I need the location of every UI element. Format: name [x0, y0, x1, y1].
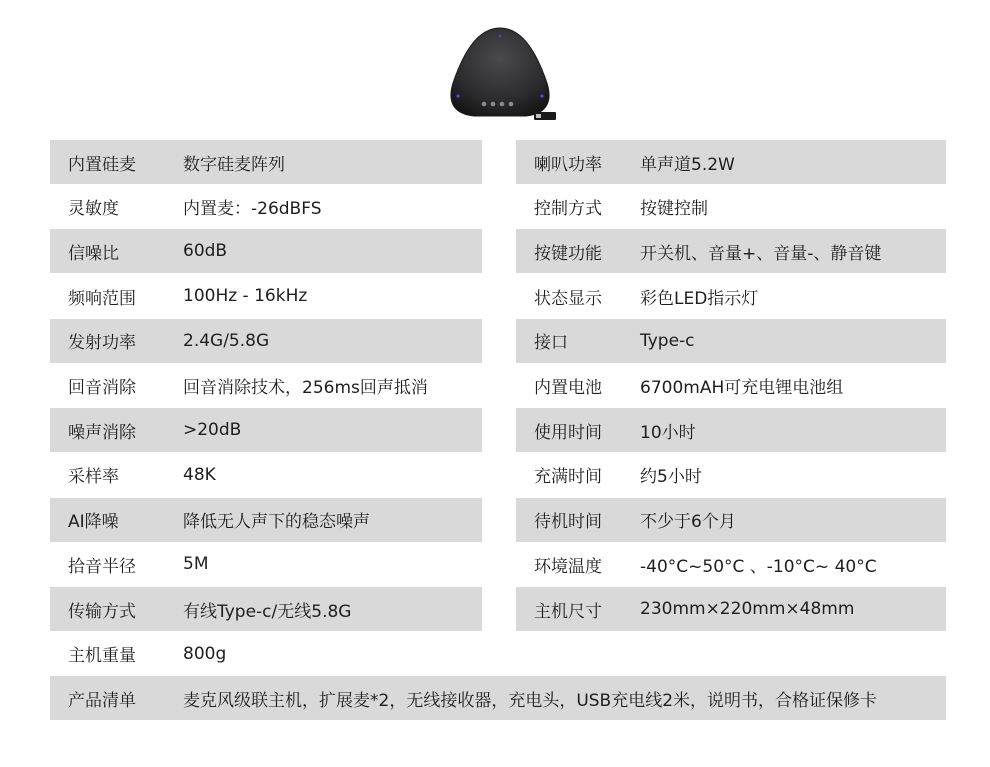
- spec-value: >20dB: [183, 420, 242, 441]
- spec-label: 喇叭功率: [534, 154, 602, 175]
- spec-row: [516, 453, 946, 497]
- spec-value: 48K: [183, 464, 216, 485]
- spec-value: Type-c: [640, 330, 695, 351]
- spec-label: 控制方式: [534, 199, 602, 220]
- spec-value: 开关机、音量+、音量-、静音键: [640, 243, 882, 264]
- spec-label: 发射功率: [68, 333, 136, 354]
- spec-label: AI降噪: [68, 512, 119, 533]
- spec-label: 使用时间: [534, 422, 602, 443]
- spec-row: [516, 274, 946, 318]
- spec-label: 信噪比: [68, 243, 119, 264]
- spec-row: [50, 274, 482, 318]
- spec-value: 数字硅麦阵列: [183, 154, 285, 175]
- spec-row: [516, 319, 946, 363]
- spec-row: [50, 632, 482, 676]
- spec-value: 800g: [183, 643, 227, 664]
- spec-value: 降低无人声下的稳态噪声: [183, 512, 370, 533]
- spec-value: 按键控制: [640, 199, 708, 220]
- spec-label: 按键功能: [534, 243, 602, 264]
- spec-label: 主机尺寸: [534, 601, 602, 622]
- spec-value: 单声道5.2W: [640, 154, 735, 175]
- spec-row: [50, 364, 482, 408]
- spec-label: 充满时间: [534, 467, 602, 488]
- spec-row: [50, 676, 946, 720]
- spec-label: 频响范围: [68, 288, 136, 309]
- spec-value: 230mm×220mm×48mm: [640, 599, 855, 619]
- spec-value: 2.4G/5.8G: [183, 330, 270, 351]
- spec-label: 噪声消除: [68, 422, 136, 443]
- spec-value: 彩色LED指示灯: [640, 288, 759, 309]
- spec-value: 麦克风级联主机，扩展麦*2，无线接收器，充电头，USB充电线2米，说明书，合格证保修卡: [183, 690, 878, 711]
- spec-value: -40°C~50°C 、-10°C~ 40°C: [640, 556, 877, 577]
- spec-row: [50, 498, 482, 542]
- spec-row: [516, 498, 946, 542]
- spec-row: [50, 542, 482, 586]
- spec-row: [50, 140, 482, 184]
- spec-value: 有线Type-c/无线5.8G: [183, 601, 352, 622]
- spec-row: [516, 140, 946, 184]
- spec-label: 环境温度: [534, 556, 602, 577]
- spec-label: 状态显示: [534, 288, 602, 309]
- spec-value: 100Hz - 16kHz: [183, 286, 308, 307]
- spec-label: 接口: [534, 333, 568, 354]
- spec-label: 待机时间: [534, 512, 602, 533]
- spec-value: 内置麦：-26dBFS: [183, 199, 322, 220]
- spec-row: [516, 229, 946, 273]
- spec-row: [50, 319, 482, 363]
- spec-row: [516, 185, 946, 229]
- spec-row: [516, 587, 946, 631]
- spec-label: 采样率: [68, 467, 119, 488]
- spec-label: 回音消除: [68, 378, 136, 398]
- spec-value: 60dB: [183, 241, 228, 262]
- spec-label: 产品清单: [68, 690, 136, 711]
- spec-value: 10小时: [640, 422, 696, 443]
- spec-value: 5M: [183, 554, 209, 575]
- spec-row: [516, 364, 946, 408]
- spec-row: [516, 408, 946, 452]
- spec-label: 拾音半径: [68, 556, 136, 577]
- spec-row: [50, 185, 482, 229]
- spec-row: [516, 542, 946, 586]
- spec-label: 内置硅麦: [68, 154, 136, 175]
- spec-label: 主机重量: [68, 646, 136, 667]
- spec-label: 内置电池: [534, 378, 602, 398]
- spec-label: 传输方式: [68, 601, 136, 622]
- spec-row: [50, 453, 482, 497]
- spec-value: 不少于6个月: [640, 512, 736, 533]
- spec-value: 约5小时: [640, 467, 702, 488]
- spec-row: [50, 587, 482, 631]
- spec-value: 回音消除技术，256ms回声抵消: [183, 378, 428, 398]
- spec-label: 灵敏度: [68, 199, 119, 220]
- spec-value: 6700mAH可充电锂电池组: [640, 378, 844, 398]
- spec-row: [50, 408, 482, 452]
- spec-row: [50, 229, 482, 273]
